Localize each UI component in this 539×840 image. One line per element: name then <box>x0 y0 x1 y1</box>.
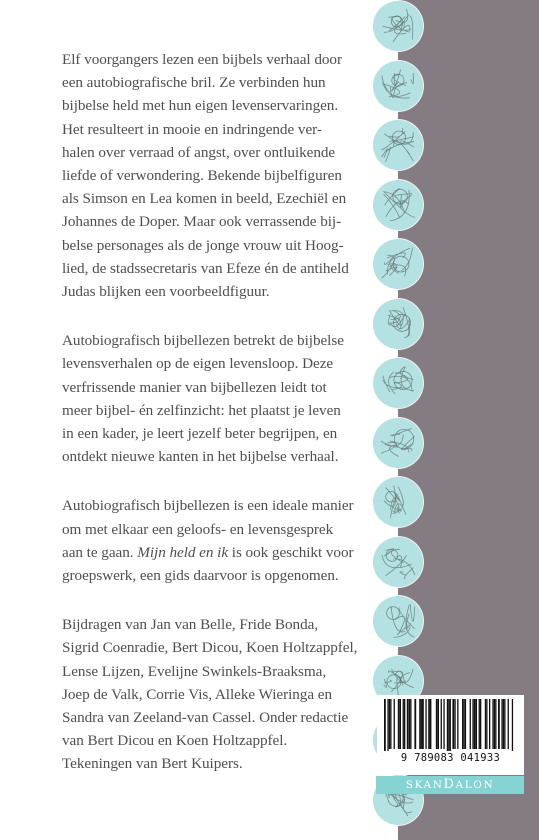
bearded-man-sketch-icon <box>373 596 423 646</box>
barcode-bar <box>448 699 449 751</box>
publisher-name-part: SKAN <box>405 779 444 791</box>
text-line: Sandra van Zeeland-van Cassel. Onder redactie <box>62 709 349 727</box>
blurb-paragraph-4 <box>62 613 362 775</box>
barcode-bar <box>480 699 481 749</box>
barcode-bar <box>390 699 391 749</box>
text-line: lied, de stadssecretaris van Efeze én de antiheld <box>62 259 349 277</box>
barcode-bar <box>489 699 490 749</box>
text-line: ontdekt nieuwe kanten in het bijbelse verhaal. <box>62 448 339 466</box>
text-line: bijbelse held met hun eigen levenservaringen. <box>62 97 339 115</box>
text-line: Johannes de Doper. Maar ook verrassende bij- <box>62 213 342 231</box>
tower-sketch-icon <box>373 180 423 230</box>
barcode-bar <box>457 699 458 749</box>
barcode-bar <box>398 699 399 749</box>
text-line: Judas blijken een voorbeeldfiguur. <box>62 283 270 301</box>
minaret-sketch-icon <box>373 477 423 527</box>
barcode-bar <box>421 699 422 749</box>
barcode-bar <box>419 699 420 749</box>
text-line: Joep de Valk, Corrie Vis, Alleke Wieringa en <box>62 685 333 703</box>
barcode-bar <box>472 699 473 749</box>
barcode-bar <box>404 699 405 749</box>
text-line: liefde of verwondering. Bekende bijbelfiguren <box>62 167 342 185</box>
text-line: groepswerk, een gids daarvoor is opgenomen. <box>62 567 339 585</box>
barcode-bar <box>486 699 487 749</box>
text-line: Autobiografisch bijbellezen betrekt de bijbelse <box>62 332 344 350</box>
bird-sketch-icon <box>373 120 423 170</box>
publisher-logo <box>376 776 524 794</box>
blurb-paragraph-1 <box>62 48 362 303</box>
barcode-bar <box>463 699 464 749</box>
barcode-bar <box>450 699 451 751</box>
barcode-bar <box>443 699 444 749</box>
barcode-bar <box>414 699 416 749</box>
text-fragment: aan te gaan. <box>62 543 134 561</box>
woman-sketch-icon <box>373 537 423 587</box>
barcode-bar <box>447 699 448 751</box>
publisher-name-cap: D <box>443 777 456 792</box>
barcode-bar <box>437 699 439 749</box>
barcode-bar <box>485 699 486 749</box>
barcode-bar <box>425 699 426 749</box>
text-line: een autobiografische bril. Ze verbinden hun <box>62 74 326 92</box>
text-line: in een kader, je leert jezelf beter begrijpen, en <box>62 425 338 443</box>
barcode-bar <box>389 699 390 749</box>
barcode-bar <box>495 699 496 749</box>
barcode-bar <box>407 699 409 749</box>
publisher-name-part: ALON <box>455 779 495 791</box>
blurb-paragraph-3 <box>62 494 362 587</box>
barcode-bar <box>452 699 454 749</box>
barcode-bar <box>441 699 442 749</box>
barcode-bar <box>384 699 386 751</box>
hands-sketch-icon <box>373 299 423 349</box>
face-sketch-icon <box>373 1 423 51</box>
barcode-bar <box>422 699 424 749</box>
barcode-bar <box>454 699 455 749</box>
text-line: Het resulteert in mooie en indringende ver- <box>62 120 322 138</box>
barcode-bar <box>503 699 504 749</box>
text-line: als Simson en Lea komen in beeld, Ezechiël en <box>62 190 347 208</box>
back-cover-blurb <box>62 48 362 802</box>
barcode-bar <box>504 699 505 749</box>
barcode-bar <box>403 699 404 749</box>
blurb-paragraph-2 <box>62 329 362 468</box>
barcode-bar <box>498 699 500 749</box>
text-line: Tekeningen van Bert Kuipers. <box>62 755 243 773</box>
text-line: halen over verraad of angst, over ontluikende <box>62 143 336 161</box>
text-line: van Bert Dicou en Koen Holtzappfel. <box>62 732 288 750</box>
text-line: Autobiografisch bijbellezen is een ideale manier <box>62 497 354 515</box>
barcode-bar <box>387 699 388 751</box>
book-title: Mijn held en ik <box>137 543 229 561</box>
barcode-bar <box>501 699 502 749</box>
barcode-bar <box>462 699 463 749</box>
text-line: Elf voorgangers lezen een bijbels verhaal door <box>62 51 342 68</box>
barcode-bar <box>470 699 471 749</box>
text-line: meer bijbel- én zelfinzicht: het plaatst je leven <box>62 401 341 419</box>
text-line: belse personages als de jonge vrouw uit Hoog- <box>62 236 344 254</box>
barcode-bar <box>465 699 466 749</box>
figure-sketch-icon <box>373 418 423 468</box>
barcode <box>377 695 524 775</box>
barcode-bar <box>508 699 509 749</box>
barcode-bar <box>512 699 513 751</box>
text-line: Sigrid Coenradie, Bert Dicou, Koen Holtzappfel, <box>62 639 358 657</box>
barcode-bar <box>399 699 401 749</box>
isbn-number: 9 789083 041933 <box>400 752 501 764</box>
barcode-bar <box>475 699 477 749</box>
barcode-bars <box>382 699 519 751</box>
barcode-bar <box>428 699 429 749</box>
text-line: Lense Lijzen, Evelijne Swinkels-Braaksma, <box>62 662 327 680</box>
text-line <box>62 541 362 564</box>
barcode-bar <box>409 699 410 749</box>
city-sketch-icon <box>373 239 423 289</box>
barcode-bar <box>410 699 411 749</box>
text-line: Bijdragen van Jan van Belle, Fride Bonda, <box>62 616 319 634</box>
scroll-sketch-icon <box>373 358 423 408</box>
barcode-bar <box>492 699 493 749</box>
barcode-bar <box>494 699 495 749</box>
barcode-bar <box>430 699 432 749</box>
barcode-bar <box>474 699 475 749</box>
text-fragment: is ook geschikt voor <box>228 543 354 561</box>
barcode-bar <box>479 699 480 749</box>
text-line: levensverhalen op de eigen levensloop. Deze <box>62 355 334 373</box>
text-line: om met elkaar een geloofs- en levensgesprek <box>62 520 334 538</box>
barcode-bar <box>436 699 437 749</box>
text-line: verfrissende manier van bijbellezen leidt tot <box>62 378 327 396</box>
barcode-bar <box>394 699 395 749</box>
wrestler-sketch-icon <box>373 61 423 111</box>
